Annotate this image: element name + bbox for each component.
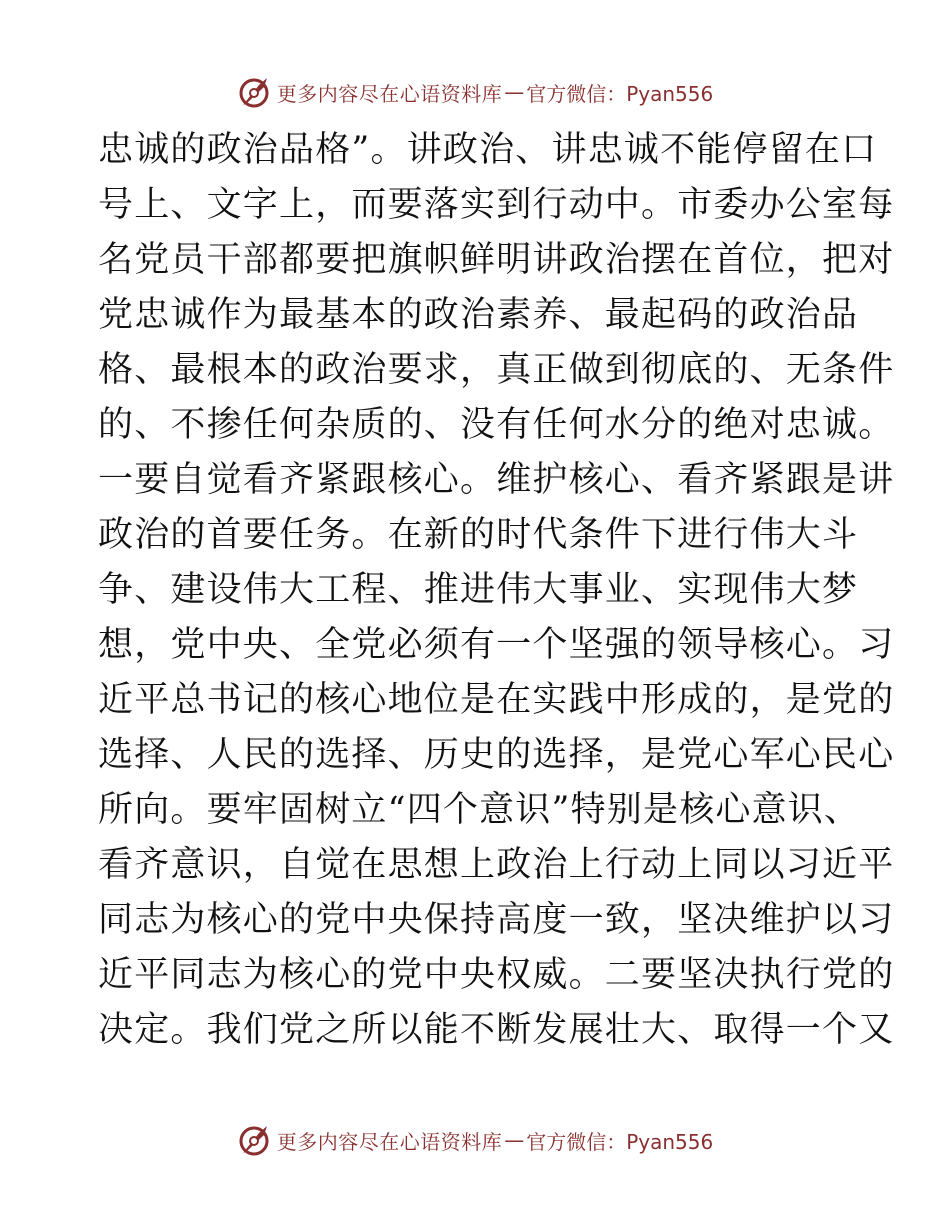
text-line: 号上、文字上，而要落实到行动中。市委办公室每 <box>98 185 895 225</box>
footer-separator: — <box>504 1128 525 1152</box>
text-line: 想，党中央、全党必须有一个坚强的领导核心。习 <box>98 625 895 665</box>
text-line: 党忠诚作为最基本的政治素养、最起码的政治品 <box>98 295 859 335</box>
footer-wechat-text: 官方微信：Pyan556 <box>526 1129 714 1154</box>
text-line: 名党员干部都要把旗帜鲜明讲政治摆在首位，把对 <box>98 240 895 280</box>
text-line: 的、不掺任何杂质的、没有任何水分的绝对忠诚。 <box>98 405 895 445</box>
footer-banner <box>0 1120 950 1160</box>
footer-site-text: 更多内容尽在心语资料库 <box>276 1129 503 1154</box>
text-line: 一要自觉看齐紧跟核心。维护核心、看齐紧跟是讲 <box>98 460 895 500</box>
header-separator: — <box>504 80 525 104</box>
header-site-text: 更多内容尽在心语资料库 <box>276 81 503 106</box>
text-line: 近平总书记的核心地位是在实践中形成的，是党的 <box>98 680 895 720</box>
header-wechat-text: 官方微信：Pyan556 <box>526 81 714 106</box>
document-body <box>98 123 895 1058</box>
text-line: 近平同志为核心的党中央权威。二要坚决执行党的 <box>98 955 895 995</box>
text-line: 格、最根本的政治要求，真正做到彻底的、无条件 <box>98 350 895 390</box>
text-line: 看齐意识，自觉在思想上政治上行动上同以习近平 <box>98 845 895 885</box>
header-banner <box>0 72 950 112</box>
text-line: 争、建设伟大工程、推进伟大事业、实现伟大梦 <box>98 570 859 610</box>
text-line: 决定。我们党之所以能不断发展壮大、取得一个又 <box>98 1010 895 1050</box>
quill-pen-logo-icon <box>237 75 271 109</box>
text-line: 忠诚的政治品格”。讲政治、讲忠诚不能停留在口 <box>98 130 878 170</box>
text-line: 选择、人民的选择、历史的选择，是党心军心民心 <box>98 735 895 775</box>
quill-pen-logo-icon <box>237 1123 271 1157</box>
text-line: 同志为核心的党中央保持高度一致，坚决维护以习 <box>98 900 895 940</box>
text-line: 所向。要牢固树立“四个意识”特别是核心意识、 <box>98 790 861 830</box>
text-line: 政治的首要任务。在新的时代条件下进行伟大斗 <box>98 515 859 555</box>
